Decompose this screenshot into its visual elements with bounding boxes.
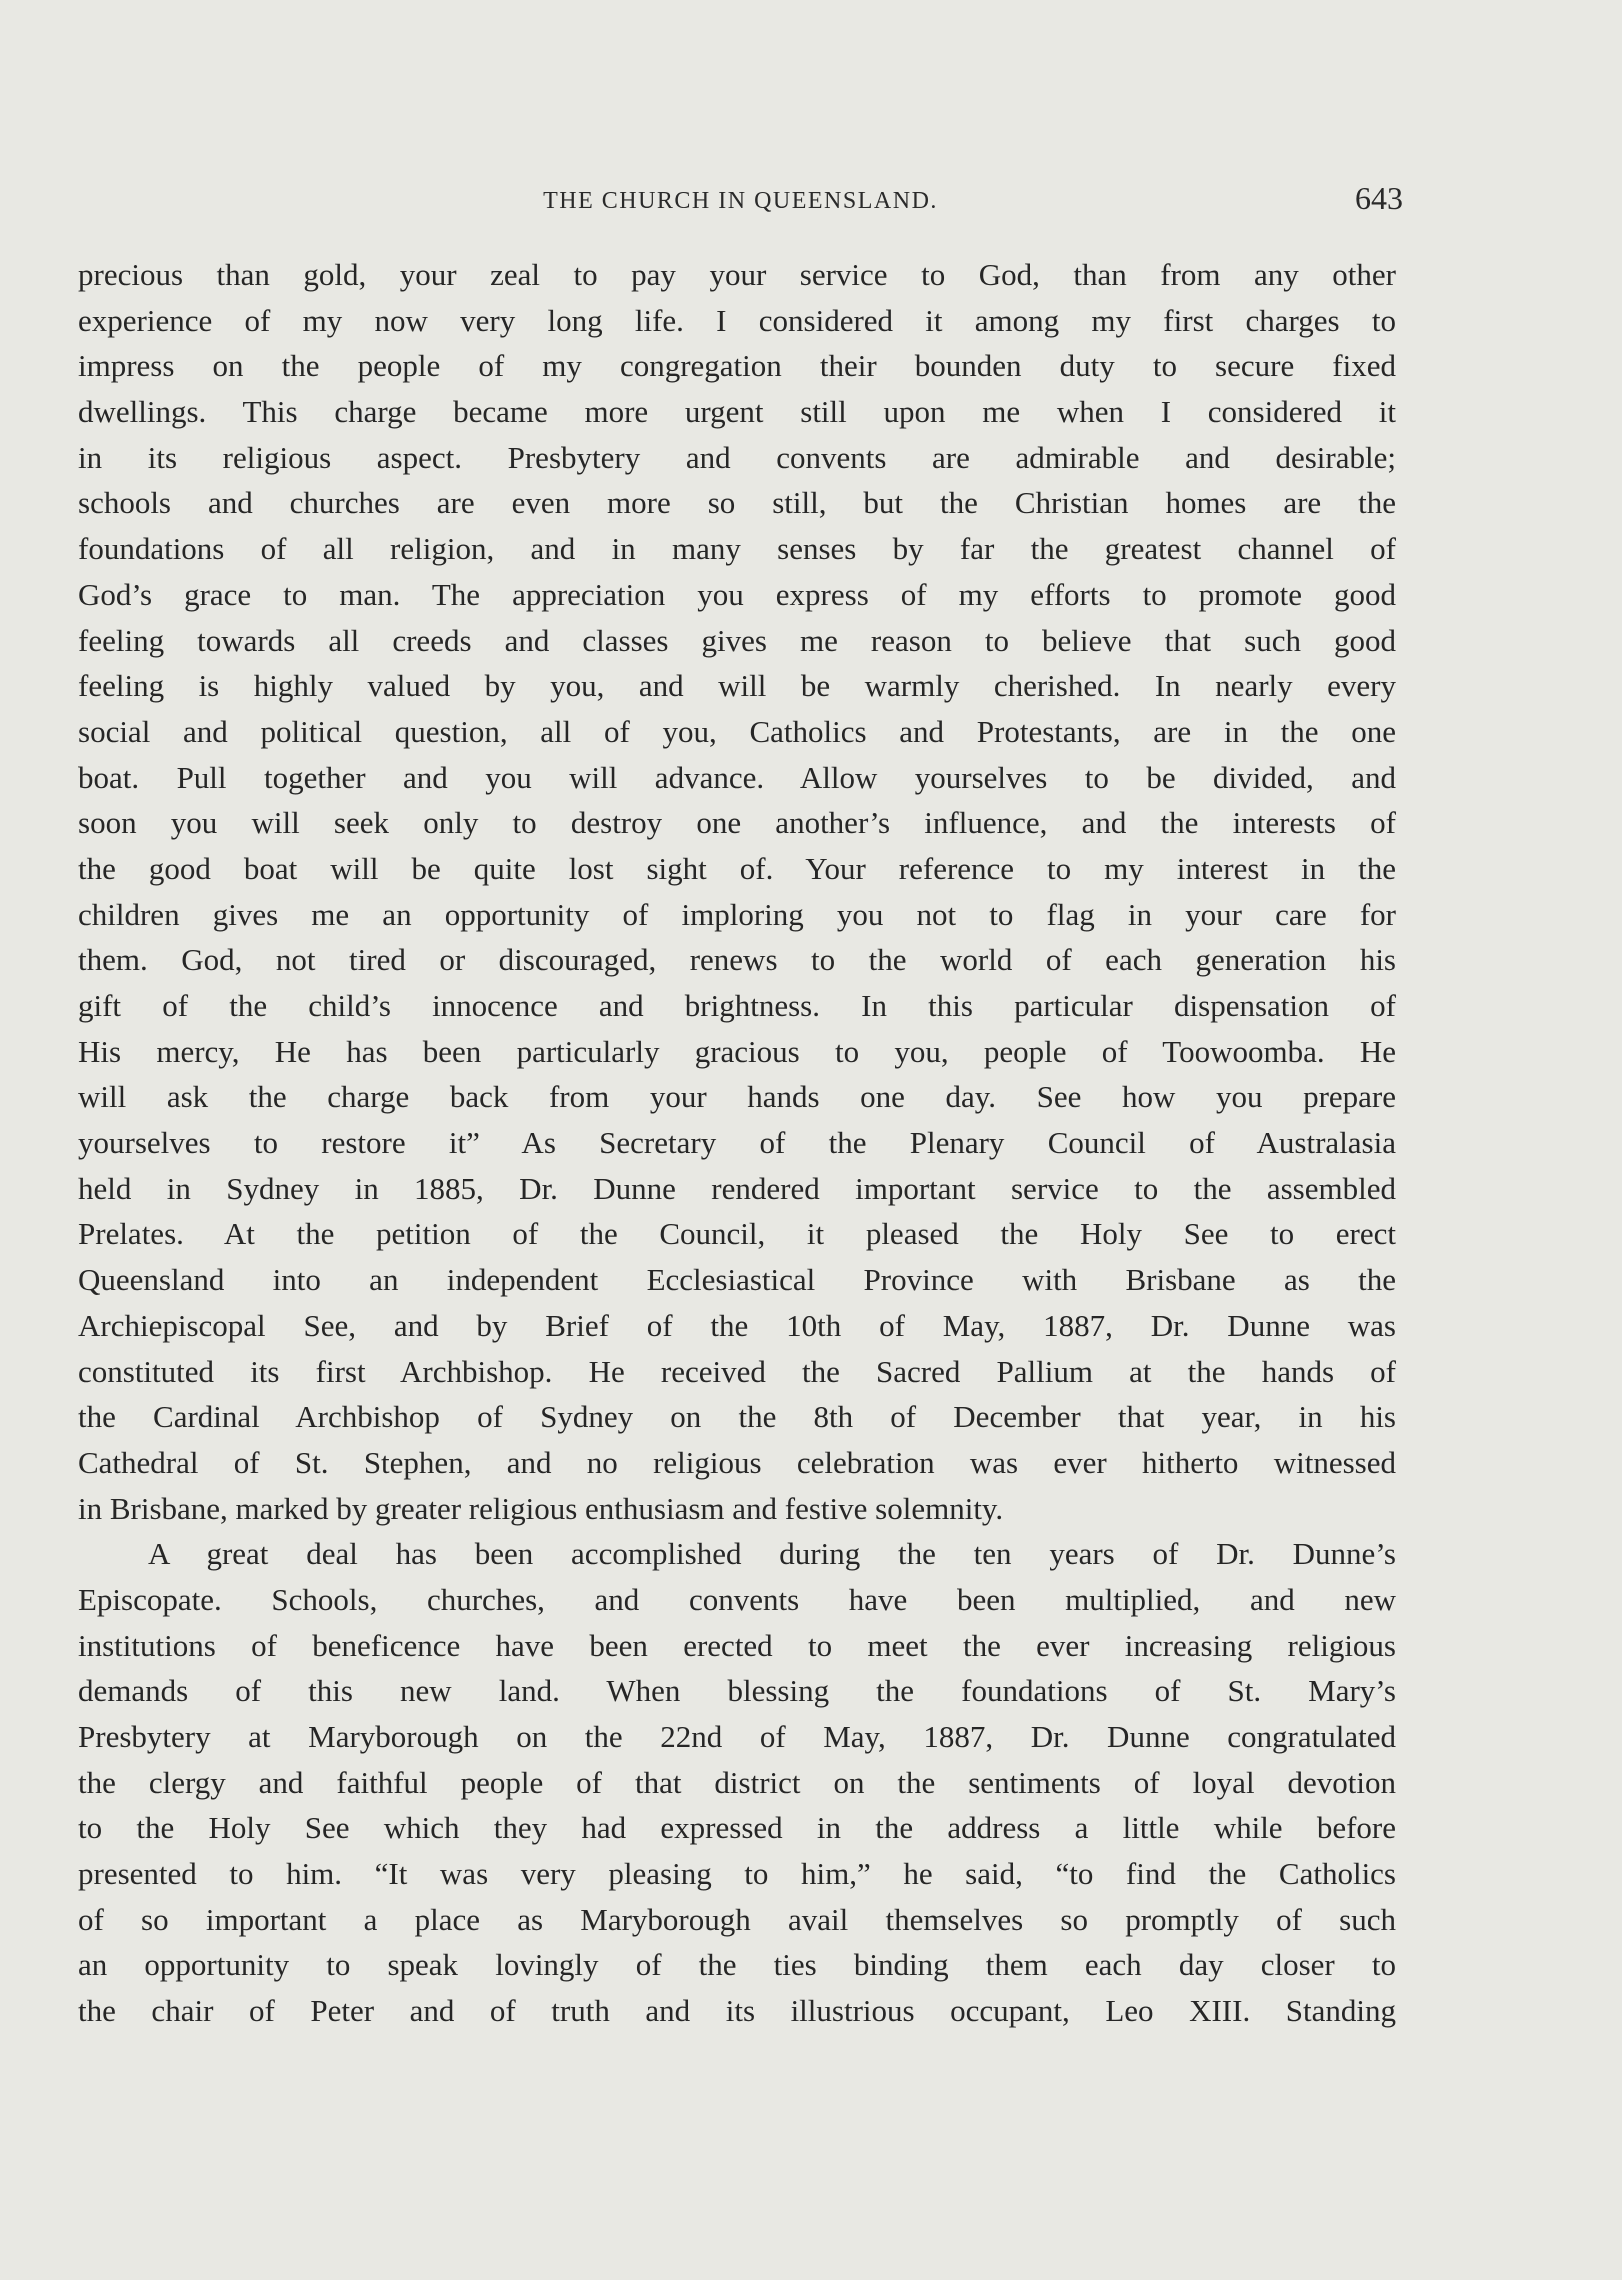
- text-line: His mercy, He has been particularly gracious to you, people of Toowoomba. He: [78, 1033, 1396, 1069]
- text-line: Queensland into an independent Ecclesiastical Province with Brisbane as the: [78, 1262, 1396, 1298]
- text-line: gift of the child’s innocence and brightness. In this particular dispensation of: [78, 988, 1396, 1023]
- text-line: will ask the charge back from your hands one day. See how you prepare: [78, 1079, 1396, 1115]
- text-line: presented to him. “It was very pleasing to him,” he said, “to find the Catholics: [78, 1856, 1396, 1892]
- text-line: feeling is highly valued by you, and will be warmly cherished. In nearly every: [78, 668, 1396, 704]
- text-line: boat. Pull together and you will advance. Allow yourselves to be divided, and: [78, 759, 1396, 795]
- page-number: 643: [1355, 180, 1403, 216]
- body-text: [78, 252, 1396, 2034]
- running-head: THE CHURCH IN QUEENSLAND.: [543, 188, 938, 214]
- text-line: schools and churches are even more so still, but the Christian homes are the: [78, 485, 1396, 521]
- text-line: Episcopate. Schools, churches, and convents have been multiplied, and new: [78, 1581, 1396, 1617]
- text-line: foundations of all religion, and in many senses by far the greatest channel of: [78, 531, 1396, 567]
- text-line: the clergy and faithful people of that district on the sentiments of loyal devotion: [78, 1764, 1396, 1800]
- text-line: A great deal has been accomplished during the ten years of Dr. Dunne’s: [148, 1536, 1396, 1572]
- text-line: impress on the people of my congregation their bounden duty to secure fixed: [78, 348, 1396, 384]
- text-line: yourselves to restore it” As Secretary of the Plenary Council of Australasia: [78, 1125, 1396, 1161]
- text-line: the Cardinal Archbishop of Sydney on the 8th of December that year, in his: [78, 1399, 1396, 1435]
- text-line: soon you will seek only to destroy one another’s influence, and the interests of: [78, 805, 1396, 841]
- text-line: feeling towards all creeds and classes gives me reason to believe that such good: [78, 622, 1396, 658]
- text-line: constituted its first Archbishop. He received the Sacred Pallium at the hands of: [78, 1353, 1396, 1389]
- text-line: the good boat will be quite lost sight of. Your reference to my interest in the: [78, 850, 1396, 886]
- text-line: the chair of Peter and of truth and its illustrious occupant, Leo XIII. Standing: [78, 1993, 1396, 2029]
- text-line: dwellings. This charge became more urgent still upon me when I considered it: [78, 394, 1396, 430]
- text-line: Presbytery at Maryborough on the 22nd of May, 1887, Dr. Dunne congratulated: [78, 1719, 1396, 1754]
- text-line: Archiepiscopal See, and by Brief of the 10th of May, 1887, Dr. Dunne was: [78, 1307, 1396, 1343]
- text-line: an opportunity to speak lovingly of the ties binding them each day closer to: [78, 1947, 1396, 1983]
- text-line: them. God, not tired or discouraged, renews to the world of each generation his: [78, 942, 1396, 978]
- text-line: in its religious aspect. Presbytery and convents are admirable and desirable;: [78, 439, 1396, 475]
- text-line: institutions of beneficence have been erected to meet the ever increasing religious: [78, 1627, 1396, 1663]
- text-line: children gives me an opportunity of imploring you not to flag in your care for: [78, 896, 1396, 932]
- text-line: held in Sydney in 1885, Dr. Dunne rendered important service to the assembled: [78, 1170, 1396, 1206]
- text-line: precious than gold, your zeal to pay your service to God, than from any other: [78, 257, 1396, 292]
- text-line: God’s grace to man. The appreciation you express of my efforts to promote good: [78, 576, 1396, 612]
- page-header: [78, 180, 1403, 220]
- text-line: demands of this new land. When blessing the foundations of St. Mary’s: [78, 1673, 1396, 1709]
- text-line: to the Holy See which they had expressed in the address a little while before: [78, 1810, 1396, 1846]
- text-line: of so important a place as Maryborough avail themselves so promptly of such: [78, 1901, 1396, 1937]
- text-line: social and political question, all of you, Catholics and Protestants, are in the one: [78, 713, 1396, 749]
- text-line: Prelates. At the petition of the Council, it pleased the Holy See to erect: [78, 1216, 1396, 1252]
- text-line: in Brisbane, marked by greater religious enthusiasm and festive solemnity.: [78, 1490, 1004, 1526]
- text-line: Cathedral of St. Stephen, and no religious celebration was ever hitherto witnessed: [78, 1444, 1396, 1480]
- text-line: experience of my now very long life. I considered it among my first charges to: [78, 302, 1396, 338]
